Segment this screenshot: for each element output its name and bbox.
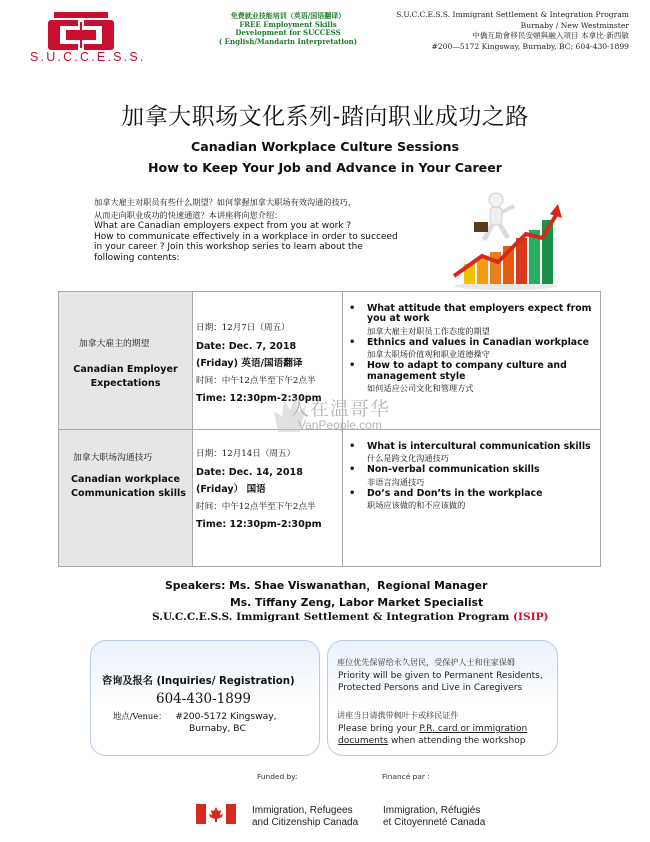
list-item: • What attitude that employers expect from you at work 加拿大雇主对职员工作态度的期望 (343, 304, 599, 338)
page-title-en: Canadian Workplace Culture Sessions (191, 139, 459, 154)
session-datetime: 日期：12月14日（周五） Date: Dec. 14, 2018 (Friday） 国语 时间：中午12点半至下午2点半 Time: 12:30pm-2:30pm (196, 449, 322, 531)
watermark-url: VanPeople.com (298, 418, 382, 432)
priority-note-en: Priority will be given to Permanent Residents, Protected Persons and Live in Caregivers (338, 671, 543, 693)
speaker-line: Speakers: Ms. Shae Viswanathan，Regional Manager (165, 579, 488, 592)
session-datetime: 日期：12月7日（周五） Date: Dec. 7, 2018 (Friday) 英语/国语翻译 时间：中午12点半至下午2点半 Time: 12:30pm-2:30pm (196, 323, 322, 405)
ircc-name-fr: Immigration, Réfugiés et Citoyenneté Canada (383, 805, 486, 828)
list-item: • What is intercultural communication skills 什么是跨文化沟通技巧 (343, 442, 599, 465)
session-points-list (343, 304, 599, 395)
org-address-block (385, 10, 629, 52)
list-item: • Do’s and Don’ts in the workplace 职场应该做的和不应该做的 (343, 489, 599, 512)
list-item: • Ethnics and values in Canadian workplace 加拿大职场价值观和职业道德操守 (343, 338, 599, 361)
org-address: #200—5172 Kingsway, Burnaby, BC; 604-430-1899 (431, 41, 629, 51)
career-growth-illustration-icon (446, 190, 564, 292)
watermark-text: 人在温哥华 (290, 398, 391, 420)
session-points-list (343, 442, 599, 512)
funded-by-label: Funded by: (257, 772, 298, 781)
org-location: Burnaby / New Westminster (520, 20, 629, 30)
list-item: • Non-verbal communication skills 非语言沟通技巧 (343, 465, 599, 488)
program-name: S.U.C.C.E.S.S. Immigrant Settlement & Integration Program (ISIP) (152, 611, 549, 623)
org-name: S.U.C.C.E.S.S. Immigrant Settlement & Integration Program (396, 10, 629, 19)
speaker-line: Ms. Tiffany Zeng, Labor Market Specialist (230, 596, 484, 609)
priority-note-cn: 座位优先保留给永久居民，受保护人士和住家保姆 (337, 657, 516, 667)
canada-flag-icon (196, 804, 236, 824)
logo-wordmark: S.U.C.C.E.S.S. (30, 50, 146, 64)
inquiry-venue: 地点/Venue： #200-5172 Kingsway, Burnaby, BC (113, 711, 277, 735)
list-item: • How to adapt to company culture and management style 如何适应公司文化和管理方式 (343, 361, 599, 395)
finance-par-label: Financé par : (382, 772, 430, 781)
page-subtitle-en: How to Keep Your Job and Advance in Your Career (148, 160, 502, 175)
org-name-cn: 中僑互助會移民安頓與融入項目 本拿比·新西敏 (472, 31, 629, 40)
ircc-name-en: Immigration, Refugees and Citizenship Canada (252, 805, 359, 828)
session-topic: 加拿大职场沟通技巧 Canadian workplace Communication skills (59, 450, 192, 501)
intro-paragraph: 加拿大雇主对职员有些什么期望？如何掌握加拿大职场有效沟通的技巧， 从而走向职业成功的快速通道？本讲座将向您介绍： What are Canadian employers expect from you at work ? How to communicate effectively in a workplace in order to succeed in your career ? Join this workshop series to learn about the following contents: (94, 197, 398, 263)
inquiry-title: 咨询及报名 (Inquiries/ Registration) (102, 675, 295, 687)
bring-documents-en: Please bring your P.R. card or immigration documents when attending the workshop (338, 724, 528, 746)
inquiry-phone: 604-430-1899 (156, 691, 252, 707)
session-topic: 加拿大雇主的期望 Canadian Employer Expectations (59, 336, 192, 391)
bring-documents-cn: 讲座当日请携带枫叶卡或移民证件 (337, 710, 459, 720)
program-tagline: 免费就业技能培训（英语/国语翻译） FREE Employment Skills Development for SUCCESS ( English/Mandarin Interpretation) (218, 11, 358, 46)
page-title-cn: 加拿大职场文化系列-踏向职业成功之路 (121, 104, 529, 130)
